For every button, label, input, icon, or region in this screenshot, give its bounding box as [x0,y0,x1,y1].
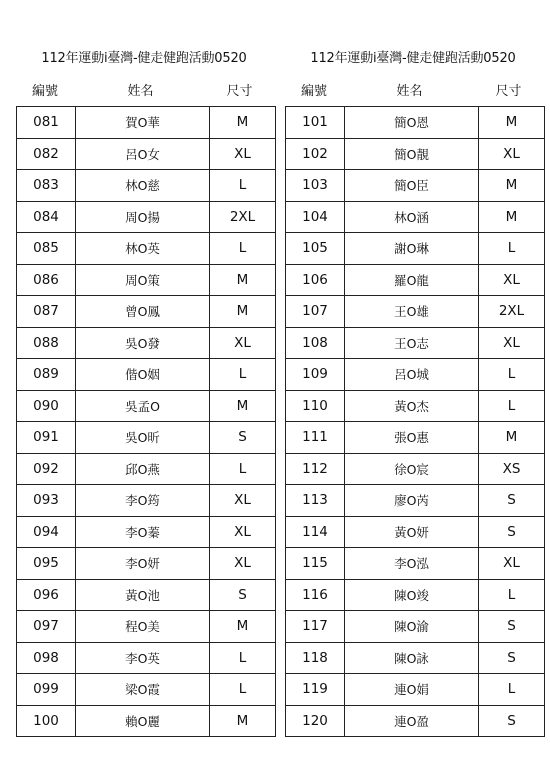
table-row [17,296,276,328]
table-row [17,453,276,485]
shirt-size: M [479,201,545,233]
table-row [286,485,545,517]
shirt-size: L [479,579,545,611]
table-row [17,359,276,391]
participant-name: 李O妍 [76,548,210,580]
participant-name: 李O英 [76,642,210,674]
shirt-size: M [479,107,545,139]
shirt-size: L [210,642,276,674]
shirt-size: 2XL [210,201,276,233]
participant-number: 115 [286,548,345,580]
shirt-size: L [210,453,276,485]
participant-name: 徐O宸 [345,453,479,485]
table-row [17,422,276,454]
shirt-size: M [210,611,276,643]
table-row [286,705,545,737]
shirt-size: 2XL [479,296,545,328]
shirt-size: XL [210,485,276,517]
participant-name: 羅O龍 [345,264,479,296]
shirt-size: S [479,642,545,674]
table-row [286,390,545,422]
participant-number: 114 [286,516,345,548]
shirt-size: XL [210,548,276,580]
participant-number: 091 [17,422,76,454]
participant-number: 086 [17,264,76,296]
participant-number: 116 [286,579,345,611]
shirt-size: M [210,705,276,737]
shirt-size: XL [210,516,276,548]
participant-number: 084 [17,201,76,233]
participant-name: 李O筠 [76,485,210,517]
participant-name: 呂O城 [345,359,479,391]
header-name: 姓名 [127,84,154,99]
participant-name: 吳O昕 [76,422,210,454]
participant-number: 111 [286,422,345,454]
table-row [17,642,276,674]
participant-name: 吳孟O [76,390,210,422]
shirt-size: S [479,705,545,737]
participant-name: 李O蓁 [76,516,210,548]
participant-number: 095 [17,548,76,580]
participant-name: 曾O鳳 [76,296,210,328]
right-roster-table [285,106,545,737]
participant-number: 083 [17,170,76,202]
left-roster-title: 112年運動i臺灣-健走健跑活動0520 [41,51,247,66]
table-row [17,705,276,737]
participant-name: 邱O燕 [76,453,210,485]
participant-number: 119 [286,674,345,706]
participant-number: 105 [286,233,345,265]
table-row [17,516,276,548]
participant-number: 094 [17,516,76,548]
shirt-size: M [210,264,276,296]
table-row [286,516,545,548]
shirt-size: L [479,674,545,706]
right-roster-title: 112年運動i臺灣-健走健跑活動0520 [310,51,516,66]
participant-name: 簡O臣 [345,170,479,202]
table-row [17,138,276,170]
participant-number: 093 [17,485,76,517]
table-row [17,327,276,359]
table-row [17,233,276,265]
shirt-size: XL [479,548,545,580]
participant-name: 連O娟 [345,674,479,706]
participant-name: 林O英 [76,233,210,265]
header-number: 編號 [300,84,327,99]
shirt-size: L [479,390,545,422]
table-row [286,170,545,202]
participant-number: 106 [286,264,345,296]
participant-number: 102 [286,138,345,170]
table-row [286,453,545,485]
participant-name: 黃O池 [76,579,210,611]
table-row [286,611,545,643]
participant-number: 103 [286,170,345,202]
shirt-size: L [210,233,276,265]
participant-name: 呂O女 [76,138,210,170]
participant-number: 107 [286,296,345,328]
participant-number: 108 [286,327,345,359]
participant-name: 陳O渝 [345,611,479,643]
table-row [286,327,545,359]
shirt-size: XL [479,138,545,170]
participant-number: 104 [286,201,345,233]
shirt-size: S [479,485,545,517]
participant-number: 082 [17,138,76,170]
participant-number: 088 [17,327,76,359]
shirt-size: M [479,170,545,202]
participant-number: 096 [17,579,76,611]
shirt-size: L [479,359,545,391]
participant-number: 117 [286,611,345,643]
table-row [286,422,545,454]
table-row [17,611,276,643]
participant-name: 黃O杰 [345,390,479,422]
shirt-size: XL [479,327,545,359]
shirt-size: L [210,359,276,391]
header-number: 編號 [31,84,58,99]
shirt-size: M [210,296,276,328]
shirt-size: L [479,233,545,265]
participant-name: 程O美 [76,611,210,643]
shirt-size: S [479,516,545,548]
right-roster-panel [285,45,541,737]
header-size: 尺寸 [495,84,522,99]
participant-name: 陳O竣 [345,579,479,611]
left-roster-panel [16,45,272,737]
shirt-size: XL [210,138,276,170]
participant-name: 林O涵 [345,201,479,233]
participant-name: 林O慈 [76,170,210,202]
shirt-size: L [210,674,276,706]
shirt-size: S [479,611,545,643]
participant-name: 簡O恩 [345,107,479,139]
participant-name: 謝O琳 [345,233,479,265]
shirt-size: S [210,422,276,454]
participant-number: 097 [17,611,76,643]
participant-number: 092 [17,453,76,485]
table-row [286,107,545,139]
participant-number: 112 [286,453,345,485]
header-name: 姓名 [396,84,423,99]
shirt-size: L [210,170,276,202]
shirt-size: M [210,107,276,139]
table-row [286,642,545,674]
participant-number: 089 [17,359,76,391]
participant-number: 099 [17,674,76,706]
participant-number: 101 [286,107,345,139]
participant-name: 簡O靚 [345,138,479,170]
participant-name: 周O揚 [76,201,210,233]
table-row [286,548,545,580]
participant-name: 廖O芮 [345,485,479,517]
table-row [17,170,276,202]
participant-number: 113 [286,485,345,517]
table-row [17,107,276,139]
shirt-size: XS [479,453,545,485]
table-row [17,674,276,706]
participant-name: 賴O麗 [76,705,210,737]
table-row [286,233,545,265]
participant-number: 100 [17,705,76,737]
shirt-size: XL [210,327,276,359]
participant-name: 王O雄 [345,296,479,328]
table-row [286,579,545,611]
participant-name: 張O惠 [345,422,479,454]
participant-name: 賀O華 [76,107,210,139]
participant-number: 118 [286,642,345,674]
table-row [17,579,276,611]
participant-number: 110 [286,390,345,422]
participant-name: 李O泓 [345,548,479,580]
table-row [17,390,276,422]
participant-number: 081 [17,107,76,139]
table-row [17,548,276,580]
table-row [286,264,545,296]
left-column-headers [16,73,272,106]
participant-number: 087 [17,296,76,328]
right-column-headers [285,73,541,106]
table-row [286,296,545,328]
participant-name: 周O策 [76,264,210,296]
table-row [17,485,276,517]
participant-name: 梁O霞 [76,674,210,706]
table-row [17,264,276,296]
participant-number: 090 [17,390,76,422]
shirt-size: S [210,579,276,611]
header-size: 尺寸 [226,84,253,99]
participant-number: 109 [286,359,345,391]
participant-name: 王O志 [345,327,479,359]
participant-name: 吳O發 [76,327,210,359]
participant-number: 120 [286,705,345,737]
table-row [286,359,545,391]
shirt-size: XL [479,264,545,296]
participant-number: 098 [17,642,76,674]
participant-name: 黃O妍 [345,516,479,548]
left-roster-table [16,106,276,737]
shirt-size: M [479,422,545,454]
table-row [286,674,545,706]
shirt-size: M [210,390,276,422]
participant-number: 085 [17,233,76,265]
table-row [286,201,545,233]
participant-name: 偕O姻 [76,359,210,391]
table-row [286,138,545,170]
participant-name: 連O盈 [345,705,479,737]
table-row [17,201,276,233]
participant-name: 陳O詠 [345,642,479,674]
